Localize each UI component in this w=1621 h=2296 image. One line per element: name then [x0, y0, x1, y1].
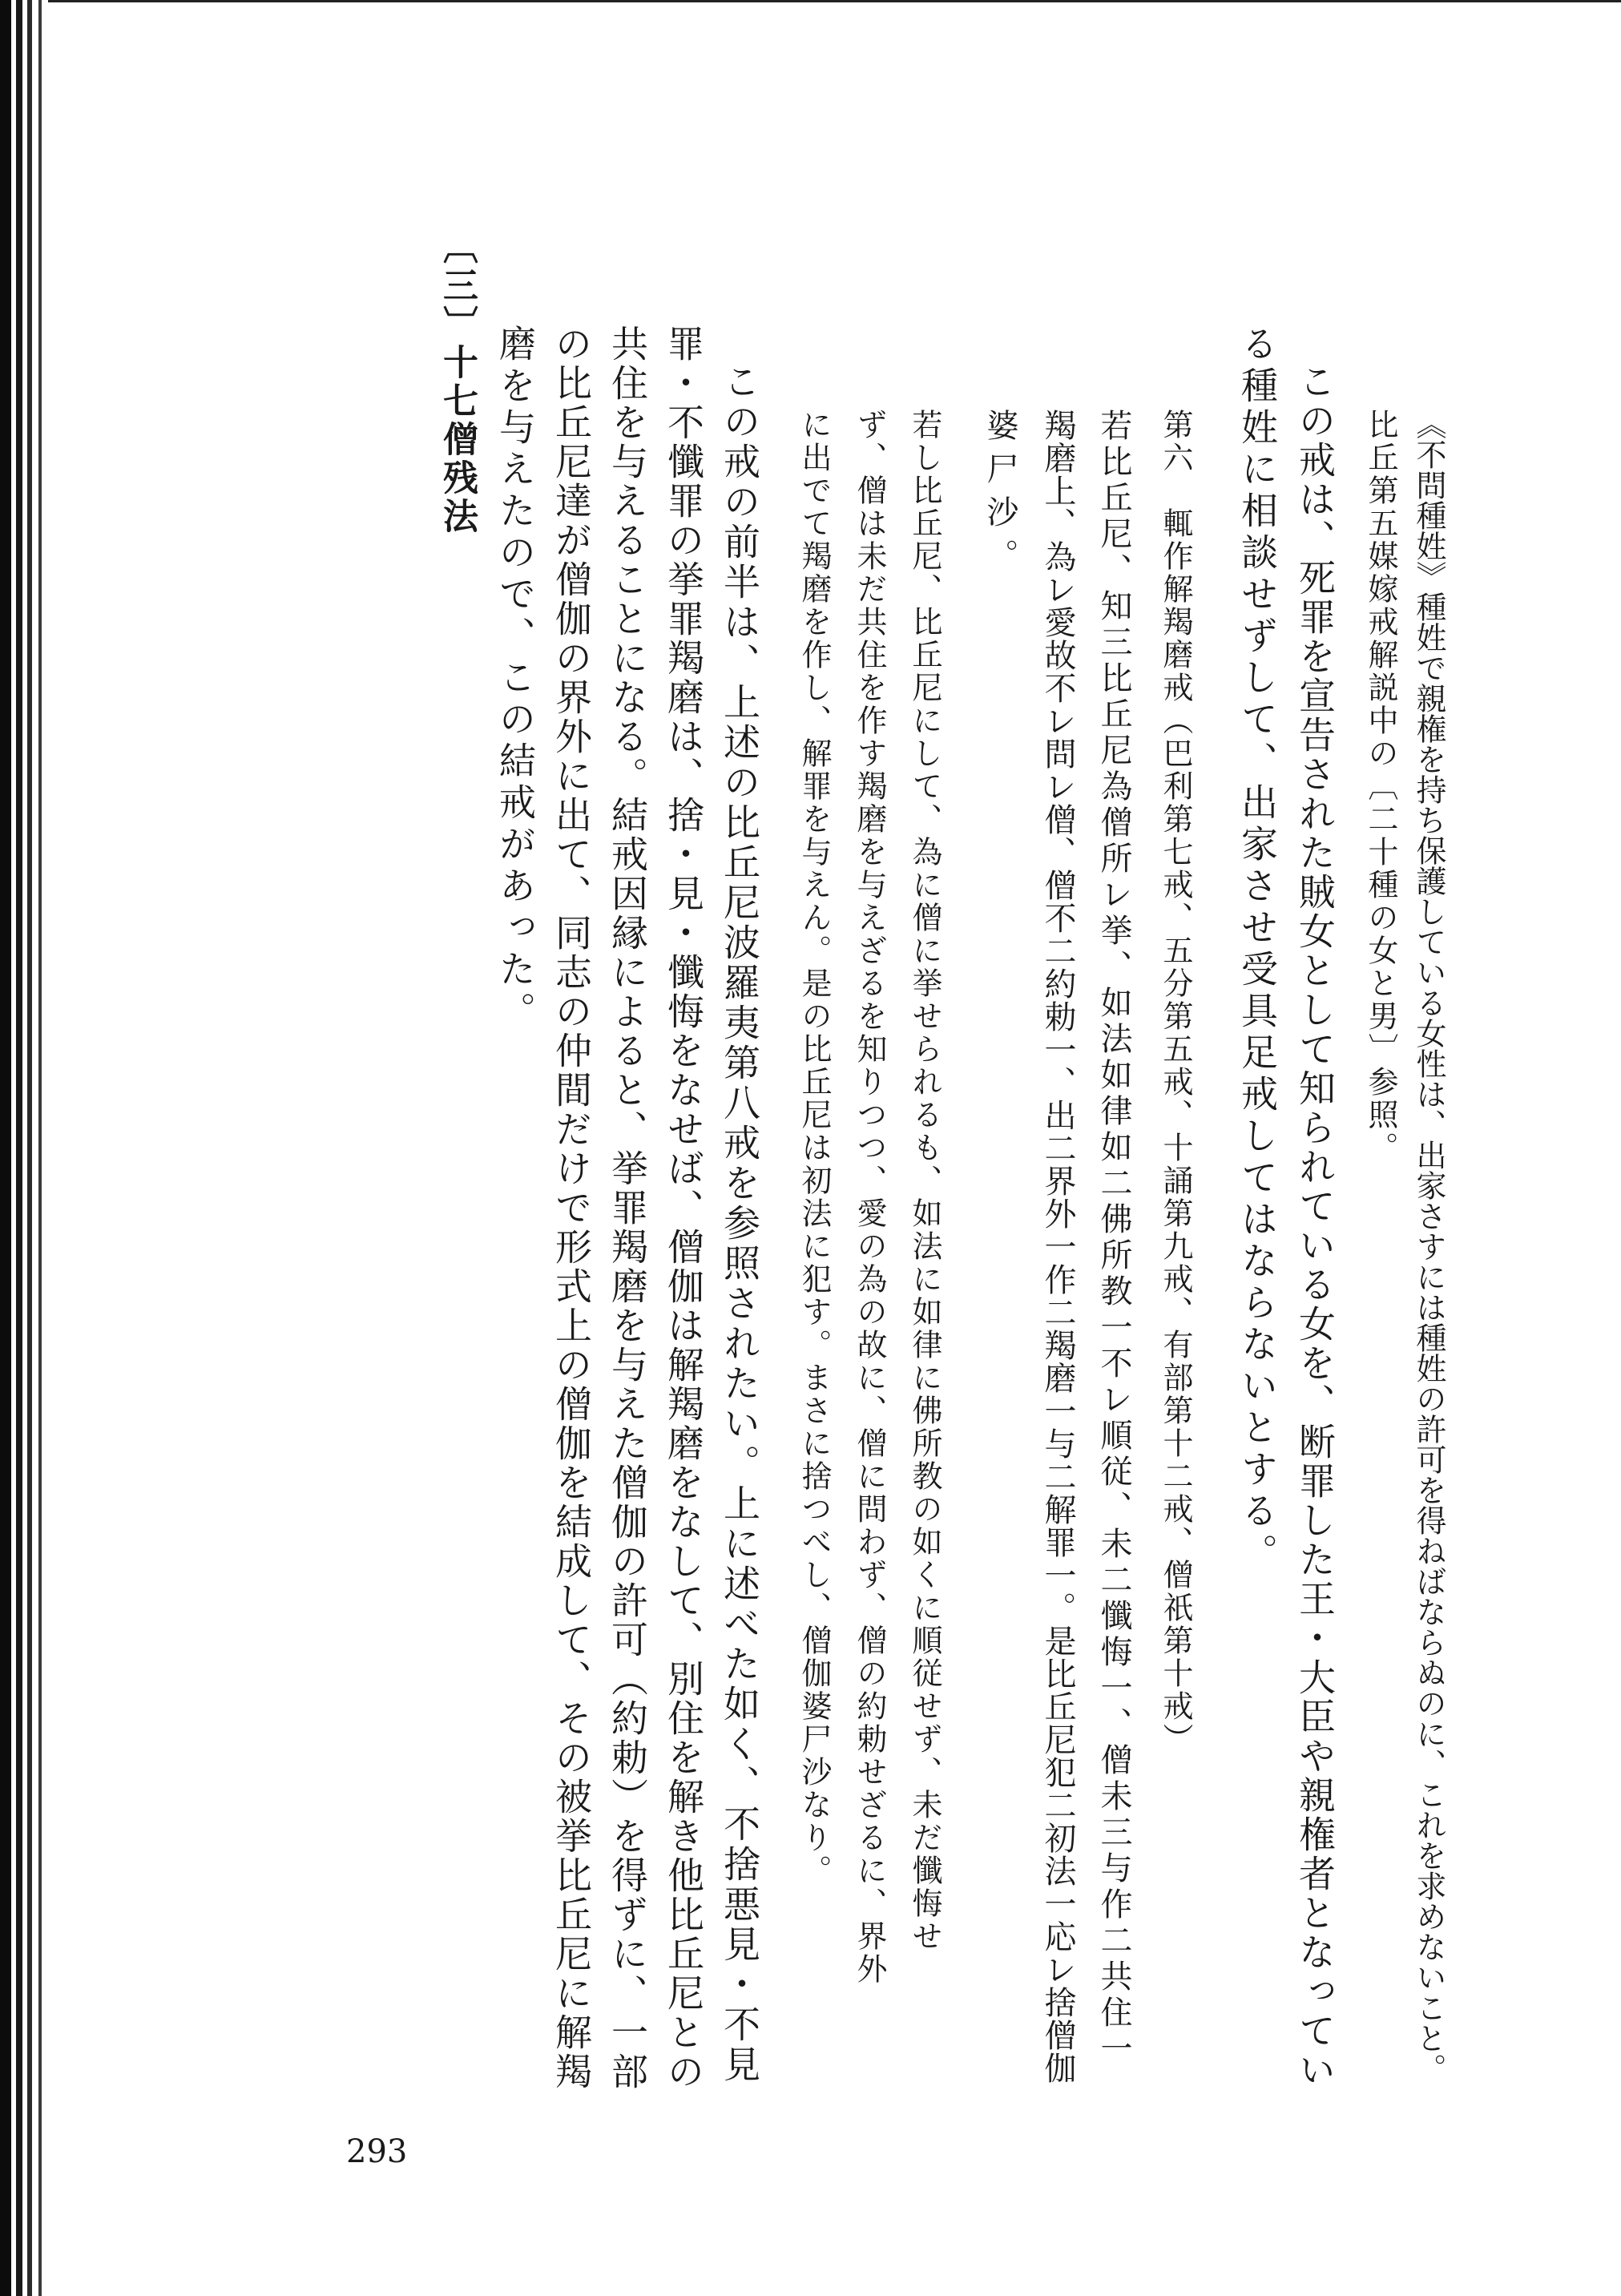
explanation-line-4: の比丘尼達が僧伽の界外に出て、同志の仲間だけで形式上の僧伽を結成して、その被挙比丘尼に解羯 — [550, 325, 593, 2092]
note-line-2: 比丘第五媒嫁戒解説中の〔二十種の女と男〕参照。 — [1363, 409, 1398, 1164]
note-line-1: 《不問種姓》種姓で親権を持ち保護している女性は、出家さすには種姓の許可を得ねばならぬのに、これを求めないこと。 — [1411, 409, 1446, 2084]
explanation-line-5: 磨を与えたので、この結戒があった。 — [494, 325, 537, 1033]
vinaya-line-2: 羯磨上、為レ愛故不レ問レ僧、僧不二約勅一、出二界外一作二羯磨一与二解罪一。是比丘尼犯二初法一応レ捨僧伽 — [1039, 409, 1076, 2084]
section-heading: 第六 輒作解羯磨戒（巴利第七戒、五分第五戒、十誦第九戒、有部第十二戒、僧祇第十戒） — [1158, 409, 1193, 1756]
reading-line-3: に出でて羯磨を作し、解罪を与えん。是の比丘尼は初法に犯す。まさに捨つべし、僧伽婆尸沙なり。 — [796, 409, 832, 1887]
explanation-line-2: 罪・不懺罪の挙罪羯磨は、捨・見・懺悔をなせば、僧伽は解羯磨をなして、別住を解き他比丘尼との — [662, 325, 705, 2092]
running-head: 〔三〕十七僧残法 — [437, 228, 478, 536]
vinaya-line-3: 婆尸沙。 — [982, 409, 1018, 582]
commentary-line-1: この戒は、死罪を宣告された賊女として知られている女を、断罪した王・大臣や親権者となってい — [1293, 362, 1337, 2090]
explanation-line-1: この戒の前半は、上述の比丘尼波羅夷第八戒を参照されたい。上に述べた如く、不捨悪見・不見 — [718, 362, 761, 2085]
page-number: 293 — [346, 2133, 408, 2170]
vinaya-line-1: 若比丘尼、知三比丘尼為僧所レ挙、如法如律如二佛所教一不レ順従、未二懺悔一、僧未三与作二共住一 — [1095, 409, 1132, 2068]
reading-line-1: 若し比丘尼、比丘尼にして、為に僧に挙せられるも、如法に如律に佛所教の如くに順従せず、未だ懺悔せ — [907, 409, 942, 1953]
explanation-line-3: 共住を与えることになる。結戒因縁によると、挙罪羯磨を与えた僧伽の許可（約勅）を得ずに、一部 — [606, 325, 649, 2092]
reading-line-2: ず、僧は未だ共住を作す羯磨を与えざるを知りつつ、愛の為の故に、僧に問わず、僧の約勅せざるに、界外 — [852, 409, 887, 1986]
commentary-line-2: る種姓に相談せずして、出家させ受具足戒してはならないとする。 — [1236, 325, 1279, 1575]
